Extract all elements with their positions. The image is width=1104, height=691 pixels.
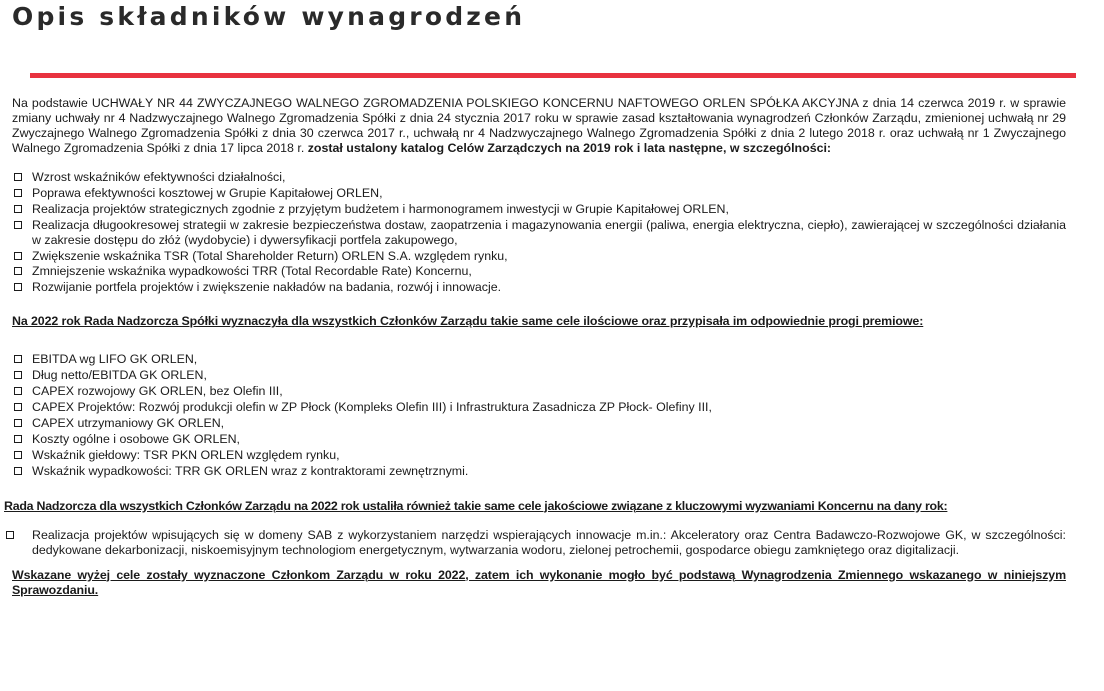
intro-text: Na podstawie UCHWAŁY NR 44 ZWYCZAJNEGO WALNEGO ZGROMADZENIA POLSKIEGO KONCERNU NAFTOWEGO ORLEN SPÓŁKA AKCYJNA z dnia 14 czerwca 2019 r. w sprawie zmiany uchwały nr 4 Nadzwyczajnego Walnego Zgromadzenia Spółki z dnia 24 stycznia 2017 roku w sprawie zasad kształtowania wynagrodzeń Członków Zarządu, zmienionej uchwałą nr 29 Zwyczajnego Walnego Zgromadzenia Spółki z dnia 30 czerwca 2017 r., uchwałą nr 4 Nadzwyczajnego Walnego Zgromadzenia Spółki z dnia 2 lutego 2018 r. oraz uchwałą nr 1 Zwyczajnego Walnego Zgromadzenia Spółki z dnia 17 lipca 2018 r. — [12, 96, 1066, 155]
checkbox-bullet-icon — [14, 221, 22, 229]
list-item: Realizacja projektów strategicznych zgodnie z przyjętym budżetem i harmonogramem inwestycji w Grupie Kapitałowej ORLEN, — [12, 202, 1066, 217]
checkbox-bullet-icon — [14, 435, 22, 443]
intro-paragraph — [12, 96, 1066, 156]
checkbox-bullet-icon — [14, 283, 22, 291]
list-item: Realizacja długookresowej strategii w zakresie bezpieczeństwa dostaw, zaopatrzenia i magazynowania energii (paliwa, energia elektryczna, ciepło), zawierającej w szczególności działania w zakresie dostępu do złóż (wydobycie) i dywersyfikacji portfela zakupowego, — [12, 218, 1066, 248]
checkbox-bullet-icon — [14, 371, 22, 379]
list-item: Wzrost wskaźników efektywności działalności, — [12, 170, 1066, 185]
checkbox-bullet-icon — [14, 419, 22, 427]
list-item: Poprawa efektywności kosztowej w Grupie Kapitałowej ORLEN, — [12, 186, 1066, 201]
checkbox-bullet-icon — [14, 451, 22, 459]
list-item: Dług netto/EBITDA GK ORLEN, — [12, 368, 1066, 383]
conclusion-paragraph: Wskazane wyżej cele zostały wyznaczone Członkom Zarządu w roku 2022, zatem ich wykonanie mogło być podstawą Wynagrodzenia Zmiennego wskazanego w niniejszym Sprawozdaniu. — [12, 567, 1066, 597]
list-item: CAPEX utrzymaniowy GK ORLEN, — [12, 416, 1066, 431]
checkbox-bullet-icon — [14, 355, 22, 363]
red-divider — [30, 73, 1076, 78]
intro-bold-text: został ustalony katalog Celów Zarządczych na 2019 rok i lata następne, w szczególności: — [307, 141, 832, 155]
checkbox-bullet-icon — [14, 403, 22, 411]
list-item: CAPEX rozwojowy GK ORLEN, bez Olefin III, — [12, 384, 1066, 399]
list-item: Rozwijanie portfela projektów i zwiększenie nakładów na badania, rozwój i innowacje. — [12, 280, 1066, 295]
document-body — [4, 96, 1066, 598]
quantitative-goals-heading: Na 2022 rok Rada Nadzorcza Spółki wyznaczyła dla wszystkich Członków Zarządu takie same cele ilościowe oraz przypisała im odpowiednie progi premiowe: — [12, 314, 924, 329]
list-item: CAPEX Projektów: Rozwój produkcji olefin w ZP Płock (Kompleks Olefin III) i Infrastruktura Zasadnicza ZP Płock- Olefiny III, — [12, 400, 1066, 415]
list-item: Wskaźnik wypadkowości: TRR GK ORLEN wraz z kontraktorami zewnętrznymi. — [12, 464, 1066, 479]
list-item: Wskaźnik giełdowy: TSR PKN ORLEN względem rynku, — [12, 448, 1066, 463]
page-title: Opis składników wynagrodzeń — [12, 2, 526, 31]
list-item: Zmniejszenie wskaźnika wypadkowości TRR (Total Recordable Rate) Koncernu, — [12, 264, 1066, 279]
quantitative-goals-list — [12, 352, 1066, 478]
checkbox-bullet-icon — [6, 531, 14, 539]
list-item: Koszty ogólne i osobowe GK ORLEN, — [12, 432, 1066, 447]
checkbox-bullet-icon — [14, 173, 22, 181]
checkbox-bullet-icon — [14, 387, 22, 395]
list-item: Zwiększenie wskaźnika TSR (Total Shareholder Return) ORLEN S.A. względem rynku, — [12, 249, 1066, 264]
checkbox-bullet-icon — [14, 252, 22, 260]
qualitative-goals-heading: Rada Nadzorcza dla wszystkich Członków Zarządu na 2022 rok ustaliła również takie same cele jakościowe związane z kluczowymi wyzwaniami Koncernu na dany rok: — [4, 498, 948, 513]
list-item: EBITDA wg LIFO GK ORLEN, — [12, 352, 1066, 367]
checkbox-bullet-icon — [14, 189, 22, 197]
checkbox-bullet-icon — [14, 467, 22, 475]
checkbox-bullet-icon — [14, 205, 22, 213]
catalog-list — [12, 170, 1066, 295]
checkbox-bullet-icon — [14, 267, 22, 275]
qualitative-goals-list — [4, 528, 1066, 558]
list-item: Realizacja projektów wpisujących się w domeny SAB z wykorzystaniem narzędzi wspierających innowacje m.in.: Akceleratory oraz Centra Badawczo-Rozwojowe GK, w szczególności: dedykowane dekarbonizacji, niskoemisyjnym technologiom energetycznym, wytwarzania wodoru, zielonej petrochemii, gospodarce obiegu zamkniętego oraz digitalizacji. — [4, 528, 1066, 558]
